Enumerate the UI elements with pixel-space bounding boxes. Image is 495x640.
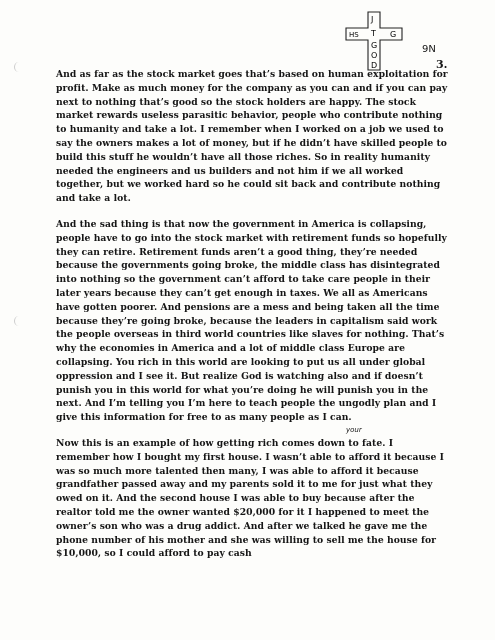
paragraph: Now this is an example of how getting rich comes down to fate. I remember how I bought my first house. I wasn’t able to afford it because I was so much more talented then many, I was able to afford it because grandfather passed away and my parents sold it to me for just what they owed on it. And the second house I was able to buy because after the realtor told me the owner wanted $20,000 for it I happened to meet the owner’s son who was a drug addict. And after we talked he gave me the phone number of his mother and she was willing to sell me the house for $10,000, so I could afford to pay cash: [56, 437, 444, 560]
hand-drawn-cross-icon: [340, 10, 412, 72]
paragraph: And the sad thing is that now the government in America is collapsing, people have to go into the stock market with retirement funds so hopefully they can retire. Retirement funds aren’t a good thing, they’re needed because the governments going broke, the middle class has disintegrated into nothing so the government can’t afford to take care people in their later years because they can’t get enough in taxes. We all as Americans have gotten poorer. And pensions are a mess and being taken all the time because they’re going broke, because the leaders in capitalism said work the people overseas in third world countries like slaves for nothing. That’s why the economies in America and a lot of middle class Europe are collapsing. You rich in this world are looking to put us all under global oppression and I see it. But realize God is watching also and if doesn’t punish you in this world for what you’re doing he will punish you in the next. And I’m telling you I’m here to teach people the ungodly plan and I give this information for free to as many people as I can.: [56, 218, 447, 424]
handwritten-insertion: your: [346, 426, 362, 434]
page-number: 3.: [436, 58, 448, 71]
cross-letter: T: [371, 29, 376, 38]
cross-letter: G: [371, 41, 378, 50]
paragraph: And as far as the stock market goes that’s based on human exploitation for profit. Make as much money for the company as you can and if you can pay next to nothing that’s good so the stock holders are happy. The stock market rewards useless parasitic behavior, people who contribute nothing to humanity and take a lot. I remember when I worked on a job we used to say the owners makes a lot of money, but if he didn’t have skilled people to build this stuff he wouldn’t have all those riches. So in reality humanity needed the engineers and us builders and not him if we all worked together, but we worked hard so he could sit back and contribute nothing and take a lot.: [56, 69, 448, 205]
cross-letter: G: [390, 30, 397, 39]
punch-hole-mark: [14, 316, 23, 326]
cross-letter: D: [371, 61, 378, 70]
handwritten-note: 9N: [422, 44, 436, 55]
cross-letter: O: [371, 51, 378, 60]
punch-hole-mark: [14, 62, 23, 72]
cross-letter: J: [371, 15, 374, 24]
cross-letter: HS: [349, 31, 359, 39]
body-text: [56, 68, 448, 573]
